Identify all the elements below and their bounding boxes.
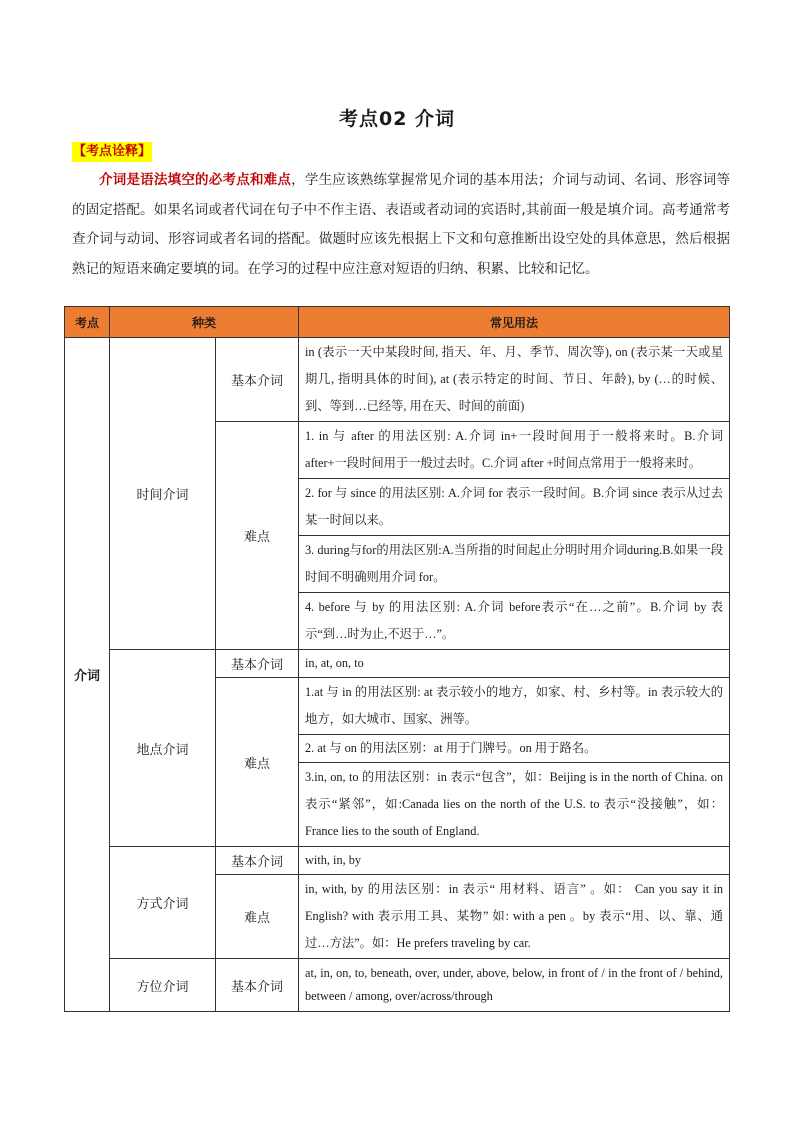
usage-cell: 2. for 与 since 的用法区别: A.介词 for 表示一段时间。B.介词 since 表示从过去某一时间以来。 [299, 479, 730, 536]
usage-cell: 3. during与for的用法区别:A.当所指的时间起止分明时用介词during.B.如果一段时间不明确则用介词 for。 [299, 536, 730, 593]
group-place: 地点介词 [110, 650, 216, 847]
header-topic: 考点 [65, 307, 110, 338]
table-row [65, 650, 730, 678]
table-row [65, 338, 730, 422]
table-row [65, 959, 730, 1012]
usage-cell: 4. before 与 by 的用法区别: A.介词 before表示“在…之前”。B.介词 by 表示“到…时为止,不迟于…”。 [299, 593, 730, 650]
subtype-hard: 难点 [216, 422, 299, 650]
group-time: 时间介词 [110, 338, 216, 650]
header-usage: 常见用法 [299, 307, 730, 338]
usage-cell: 2. at 与 on 的用法区别：at 用于门牌号。on 用于路名。 [299, 735, 730, 763]
usage-cell: with, in, by [299, 847, 730, 875]
usage-cell: 3.in, on, to 的用法区别：in 表示“包含”，如：Beijing is in the north of China. on 表示“紧邻”，如:Canada lies on the north of the U.S. to 表示“没接触”，如：France lies to the south of England. [299, 763, 730, 847]
usage-cell: in, with, by 的用法区别：in 表示“ 用材料、语言” 。如： Can you say it in English? with 表示用工具、某物” 如: with a pen 。by 表示“用、以、靠、通过…方法”。如：He prefers traveling by car. [299, 875, 730, 959]
topic-cell: 介词 [65, 338, 110, 1012]
subtype-basic: 基本介词 [216, 959, 299, 1012]
usage-cell: in (表示一天中某段时间, 指天、年、月、季节、周次等), on (表示某一天或星期几, 指明具体的时间), at (表示特定的时间、节日、年龄), by (…的时候、到、等到…已经等, 用在天、时间的前面) [299, 338, 730, 422]
usage-cell: 1. in 与 after 的用法区别: A.介词 in+一段时间用于一般将来时。B.介词 after+一段时间用于一般过去时。C.介词 after +时间点常用于一般将来时。 [299, 422, 730, 479]
group-manner: 方式介词 [110, 847, 216, 959]
intro-text: ，学生应该熟练掌握常见介词的基本用法；介词与动词、名词、形容词等的固定搭配。如果名词或者代词在句子中不作主语、表语或者动词的宾语时,其前面一般是填介词。高考通常考查介词与动词、形容词或者名词的搭配。做题时应该先根据上下文和句意推断出设空处的具体意思，然后根据熟记的短语来确定要填的词。在学习的过程中应注意对短语的归纳、积累、比较和记忆。 [72, 172, 731, 277]
section-tag: 【考点诠释】 [72, 142, 152, 162]
usage-cell: at, in, on, to, beneath, over, under, above, below, in front of / in the front of / behind, between / among, over/across/through [299, 959, 730, 1012]
usage-cell: in, at, on, to [299, 650, 730, 678]
intro-emphasis: 介词是语法填空的必考点和难点 [99, 172, 292, 188]
preposition-table [64, 306, 730, 1012]
subtype-basic: 基本介词 [216, 338, 299, 422]
table-header-row [65, 307, 730, 338]
intro-paragraph [72, 166, 730, 284]
usage-cell: 1.at 与 in 的用法区别: at 表示较小的地方，如家、村、乡村等。in 表示较大的地方，如大城市、国家、洲等。 [299, 678, 730, 735]
page-title: 考点02 介词 [338, 108, 456, 130]
group-direction: 方位介词 [110, 959, 216, 1012]
header-type: 种类 [110, 307, 299, 338]
subtype-hard: 难点 [216, 875, 299, 959]
subtype-basic: 基本介词 [216, 847, 299, 875]
subtype-basic: 基本介词 [216, 650, 299, 678]
table-row [65, 847, 730, 875]
subtype-hard: 难点 [216, 678, 299, 847]
